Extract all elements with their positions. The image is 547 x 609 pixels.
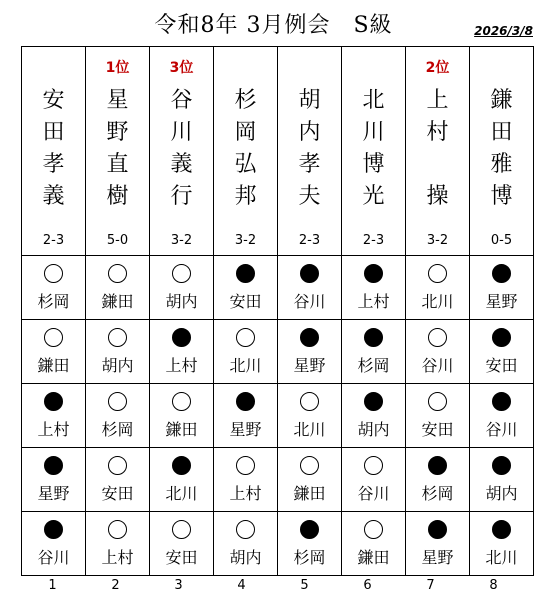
player-name-char: 田 — [42, 120, 65, 145]
win-loss-record: 3-2 — [170, 233, 193, 248]
opponent-name: 星野 — [293, 356, 326, 375]
game-cell — [470, 448, 534, 512]
opponent-name: 胡内 — [485, 484, 518, 503]
rank-label: 2位 — [425, 60, 450, 76]
player-name-char: 上 — [426, 88, 449, 113]
opponent-name: 北川 — [165, 484, 198, 503]
player-name-char: 直 — [106, 152, 129, 177]
player-name — [86, 85, 149, 213]
player-name-char: 夫 — [298, 184, 321, 209]
player-name-char — [406, 149, 469, 181]
game-cell — [150, 320, 214, 384]
game-cell — [278, 448, 342, 512]
opponent-name: 星野 — [229, 420, 262, 439]
game-cell — [214, 384, 278, 448]
game-cell — [406, 384, 470, 448]
loss-black-circle-icon — [172, 456, 191, 475]
player-name-char: 杉 — [234, 88, 257, 113]
win-white-circle-icon — [44, 264, 63, 283]
player-name — [214, 85, 277, 213]
player-name-char: 田 — [490, 120, 513, 145]
loss-black-circle-icon — [428, 456, 447, 475]
player-name — [22, 85, 85, 213]
game-cell — [470, 256, 534, 320]
opponent-name: 胡内 — [101, 356, 134, 375]
game-cell — [342, 512, 406, 576]
player-number: 2 — [111, 578, 120, 593]
opponent-name: 鎌田 — [357, 548, 390, 567]
win-loss-record: 2-3 — [42, 233, 65, 248]
loss-black-circle-icon — [44, 520, 63, 539]
win-white-circle-icon — [428, 264, 447, 283]
win-loss-record: 3-2 — [234, 233, 257, 248]
loss-black-circle-icon — [44, 392, 63, 411]
loss-black-circle-icon — [364, 392, 383, 411]
loss-black-circle-icon — [236, 392, 255, 411]
opponent-name: 谷川 — [357, 484, 390, 503]
game-cell — [278, 320, 342, 384]
player-number: 8 — [489, 578, 498, 593]
win-white-circle-icon — [108, 264, 127, 283]
opponent-name: 北川 — [293, 420, 326, 439]
opponent-name: 上村 — [165, 356, 198, 375]
opponent-name: 上村 — [229, 484, 262, 503]
win-white-circle-icon — [44, 328, 63, 347]
opponent-name: 星野 — [421, 548, 454, 567]
loss-black-circle-icon — [300, 264, 319, 283]
loss-black-circle-icon — [300, 520, 319, 539]
opponent-name: 星野 — [37, 484, 70, 503]
round-row — [22, 256, 534, 320]
opponent-name: 上村 — [357, 292, 390, 311]
player-header-cell — [86, 47, 150, 256]
player-number: 1 — [48, 578, 57, 593]
player-header-cell — [342, 47, 406, 256]
win-white-circle-icon — [428, 328, 447, 347]
player-header-row — [22, 47, 534, 256]
game-cell — [150, 256, 214, 320]
player-name-char: 谷 — [170, 88, 193, 113]
opponent-name: 胡内 — [165, 292, 198, 311]
win-loss-record: 5-0 — [106, 233, 129, 248]
round-row — [22, 384, 534, 448]
player-name-char: 博 — [490, 184, 513, 209]
game-cell — [214, 320, 278, 384]
win-white-circle-icon — [236, 328, 255, 347]
player-header-cell — [406, 47, 470, 256]
player-header-cell — [22, 47, 86, 256]
game-cell — [406, 448, 470, 512]
round-row — [22, 448, 534, 512]
game-cell — [22, 448, 86, 512]
win-white-circle-icon — [108, 392, 127, 411]
player-name — [470, 85, 533, 213]
game-cell — [470, 384, 534, 448]
player-header-cell — [470, 47, 534, 256]
opponent-name: 上村 — [101, 548, 134, 567]
win-loss-record: 0-5 — [490, 233, 513, 248]
loss-black-circle-icon — [492, 392, 511, 411]
player-name-char: 鎌 — [490, 88, 513, 113]
player-name-char: 光 — [362, 184, 385, 209]
round-row — [22, 320, 534, 384]
rank-label: 1位 — [105, 60, 130, 76]
opponent-name: 谷川 — [293, 292, 326, 311]
win-white-circle-icon — [236, 520, 255, 539]
player-name-char: 義 — [170, 152, 193, 177]
game-cell — [406, 512, 470, 576]
loss-black-circle-icon — [44, 456, 63, 475]
game-cell — [342, 384, 406, 448]
win-white-circle-icon — [364, 456, 383, 475]
player-name-char: 北 — [362, 88, 385, 113]
game-cell — [470, 512, 534, 576]
player-name — [342, 85, 405, 213]
opponent-name: 鎌田 — [293, 484, 326, 503]
player-name-char: 星 — [106, 88, 129, 113]
player-name — [150, 85, 213, 213]
opponent-name: 鎌田 — [101, 292, 134, 311]
win-white-circle-icon — [236, 456, 255, 475]
win-white-circle-icon — [172, 520, 191, 539]
player-number: 5 — [300, 578, 309, 593]
game-cell — [214, 512, 278, 576]
loss-black-circle-icon — [364, 328, 383, 347]
player-header-cell — [278, 47, 342, 256]
game-cell — [214, 256, 278, 320]
player-number: 7 — [426, 578, 435, 593]
game-cell — [22, 512, 86, 576]
win-white-circle-icon — [428, 392, 447, 411]
opponent-name: 鎌田 — [165, 420, 198, 439]
player-name-char: 邦 — [234, 184, 257, 209]
game-cell — [86, 512, 150, 576]
game-cell — [214, 448, 278, 512]
game-cell — [470, 320, 534, 384]
player-name-char: 胡 — [298, 88, 321, 113]
player-name-char: 川 — [362, 120, 385, 145]
rank-label: 3位 — [169, 60, 194, 76]
loss-black-circle-icon — [492, 520, 511, 539]
opponent-name: 谷川 — [37, 548, 70, 567]
player-name — [406, 85, 469, 213]
loss-black-circle-icon — [492, 328, 511, 347]
player-name-char: 義 — [42, 184, 65, 209]
game-cell — [22, 384, 86, 448]
player-name-char: 安 — [42, 88, 65, 113]
game-cell — [406, 256, 470, 320]
opponent-name: 胡内 — [357, 420, 390, 439]
player-name-char: 雅 — [490, 152, 513, 177]
loss-black-circle-icon — [492, 456, 511, 475]
game-cell — [342, 448, 406, 512]
opponent-name: 杉岡 — [101, 420, 134, 439]
opponent-name: 北川 — [229, 356, 262, 375]
win-loss-record: 2-3 — [298, 233, 321, 248]
game-cell — [150, 384, 214, 448]
opponent-name: 安田 — [165, 548, 198, 567]
opponent-name: 胡内 — [229, 548, 262, 567]
player-name-char: 野 — [106, 120, 129, 145]
loss-black-circle-icon — [236, 264, 255, 283]
player-name-char: 操 — [426, 184, 449, 209]
win-white-circle-icon — [364, 520, 383, 539]
player-name — [278, 85, 341, 213]
game-cell — [150, 512, 214, 576]
game-cell — [278, 256, 342, 320]
opponent-name: 谷川 — [421, 356, 454, 375]
game-cell — [150, 448, 214, 512]
opponent-name: 谷川 — [485, 420, 518, 439]
opponent-name: 安田 — [101, 484, 134, 503]
opponent-name: 安田 — [229, 292, 262, 311]
player-name-char: 博 — [362, 152, 385, 177]
loss-black-circle-icon — [364, 264, 383, 283]
opponent-name: 鎌田 — [37, 356, 70, 375]
player-name-char: 行 — [170, 184, 193, 209]
player-number: 4 — [237, 578, 246, 593]
game-cell — [22, 320, 86, 384]
win-loss-record: 2-3 — [362, 233, 385, 248]
win-white-circle-icon — [300, 456, 319, 475]
loss-black-circle-icon — [300, 328, 319, 347]
game-cell — [86, 384, 150, 448]
round-row — [22, 512, 534, 576]
win-white-circle-icon — [108, 328, 127, 347]
game-cell — [22, 256, 86, 320]
opponent-name: 安田 — [421, 420, 454, 439]
player-header-cell — [150, 47, 214, 256]
player-name-char: 川 — [170, 120, 193, 145]
game-cell — [86, 320, 150, 384]
game-cell — [342, 320, 406, 384]
win-white-circle-icon — [108, 456, 127, 475]
win-loss-record: 3-2 — [426, 233, 449, 248]
opponent-name: 安田 — [485, 356, 518, 375]
opponent-name: 杉岡 — [421, 484, 454, 503]
win-white-circle-icon — [172, 264, 191, 283]
player-header-cell — [214, 47, 278, 256]
opponent-name: 北川 — [421, 292, 454, 311]
results-table — [21, 46, 534, 576]
win-white-circle-icon — [172, 392, 191, 411]
player-number-row — [21, 578, 525, 593]
loss-black-circle-icon — [492, 264, 511, 283]
loss-black-circle-icon — [172, 328, 191, 347]
player-number: 6 — [363, 578, 372, 593]
loss-black-circle-icon — [428, 520, 447, 539]
opponent-name: 杉岡 — [357, 356, 390, 375]
player-name-char: 孝 — [42, 152, 65, 177]
win-white-circle-icon — [108, 520, 127, 539]
game-cell — [86, 448, 150, 512]
game-cell — [86, 256, 150, 320]
opponent-name: 星野 — [485, 292, 518, 311]
player-name-char: 村 — [426, 120, 449, 145]
page-title: 令和8年 3月例会 S級 — [154, 13, 393, 38]
player-name-char: 内 — [298, 120, 321, 145]
event-date: 2026/3/8 — [474, 24, 533, 38]
opponent-name: 杉岡 — [37, 292, 70, 311]
player-number: 3 — [174, 578, 183, 593]
player-name-char: 岡 — [234, 120, 257, 145]
opponent-name: 杉岡 — [293, 548, 326, 567]
opponent-name: 上村 — [37, 420, 70, 439]
player-name-char: 樹 — [106, 184, 129, 209]
win-white-circle-icon — [300, 392, 319, 411]
opponent-name: 北川 — [485, 548, 518, 567]
game-cell — [342, 256, 406, 320]
game-cell — [278, 384, 342, 448]
game-cell — [406, 320, 470, 384]
player-name-char: 弘 — [234, 152, 257, 177]
game-cell — [278, 512, 342, 576]
player-name-char: 孝 — [298, 152, 321, 177]
